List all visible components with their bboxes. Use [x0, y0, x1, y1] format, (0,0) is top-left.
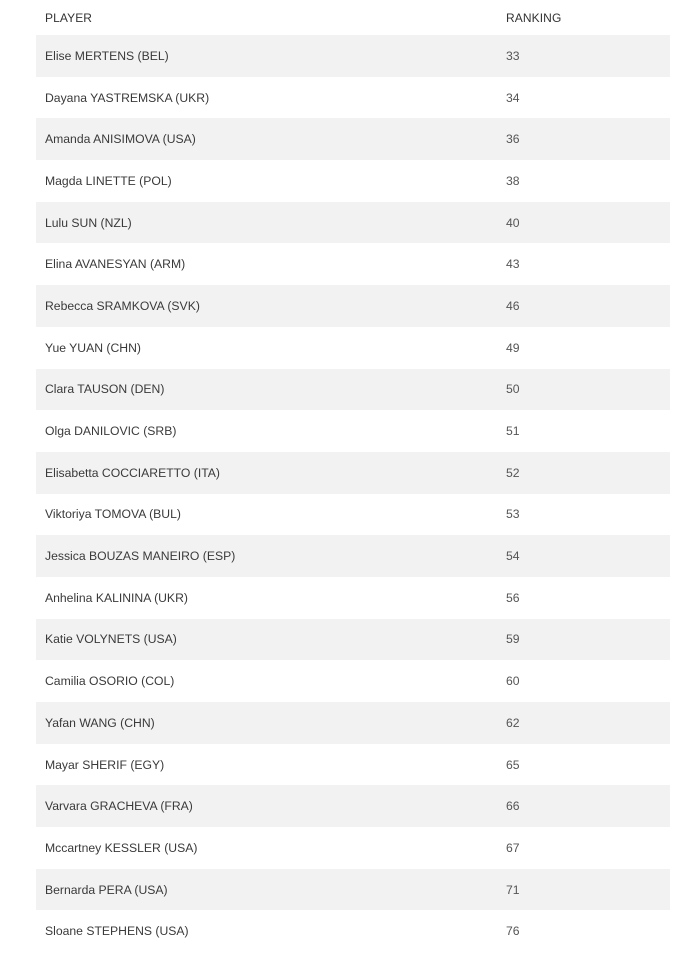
ranking-cell: 36 [506, 132, 520, 147]
table-row [36, 118, 670, 160]
table-row [36, 369, 670, 411]
player-cell: Bernarda PERA (USA) [45, 882, 168, 897]
table-row [36, 785, 670, 827]
table-row [36, 660, 670, 702]
player-cell: Lulu SUN (NZL) [45, 215, 132, 230]
player-cell: Jessica BOUZAS MANEIRO (ESP) [45, 549, 236, 564]
player-cell: Elise MERTENS (BEL) [45, 48, 169, 63]
ranking-cell: 71 [506, 882, 520, 897]
player-cell: Elisabetta COCCIARETTO (ITA) [45, 465, 220, 480]
player-cell: Dayana YASTREMSKA (UKR) [45, 90, 210, 105]
ranking-cell: 76 [506, 924, 520, 939]
player-cell: Katie VOLYNETS (USA) [45, 632, 177, 647]
table-row [36, 202, 670, 244]
ranking-cell: 59 [506, 632, 520, 647]
ranking-cell: 40 [506, 215, 520, 230]
table-row [36, 702, 670, 744]
ranking-cell: 54 [506, 549, 520, 564]
ranking-cell: 62 [506, 715, 520, 730]
ranking-cell: 66 [506, 799, 520, 814]
table-row [36, 494, 670, 536]
player-cell: Rebecca SRAMKOVA (SVK) [45, 298, 200, 313]
table-row [36, 327, 670, 369]
player-cell: Clara TAUSON (DEN) [45, 382, 165, 397]
ranking-cell: 65 [506, 757, 520, 772]
ranking-cell: 60 [506, 674, 520, 689]
ranking-cell: 51 [506, 424, 520, 439]
player-cell: Varvara GRACHEVA (FRA) [45, 799, 193, 814]
table-row [36, 77, 670, 119]
player-column-header: PLAYER [45, 10, 93, 25]
ranking-cell: 34 [506, 90, 520, 105]
table-row [36, 869, 670, 911]
table-header-row [36, 0, 670, 35]
player-cell: Magda LINETTE (POL) [45, 173, 172, 188]
ranking-column-header: RANKING [506, 10, 562, 25]
table-row [36, 535, 670, 577]
player-cell: Amanda ANISIMOVA (USA) [45, 132, 196, 147]
ranking-cell: 52 [506, 465, 520, 480]
table-row [36, 744, 670, 786]
player-cell: Sloane STEPHENS (USA) [45, 924, 189, 939]
player-cell: Camilia OSORIO (COL) [45, 674, 175, 689]
table-row [36, 619, 670, 661]
ranking-cell: 38 [506, 173, 520, 188]
table-row [36, 410, 670, 452]
ranking-cell: 33 [506, 48, 520, 63]
ranking-cell: 56 [506, 590, 520, 605]
player-cell: Yafan WANG (CHN) [45, 715, 155, 730]
player-cell: Elina AVANESYAN (ARM) [45, 257, 186, 272]
ranking-cell: 67 [506, 840, 520, 855]
player-cell: Mccartney KESSLER (USA) [45, 840, 198, 855]
ranking-cell: 53 [506, 507, 520, 522]
ranking-cell: 49 [506, 340, 520, 355]
table-row [36, 285, 670, 327]
ranking-cell: 43 [506, 257, 520, 272]
table-row [36, 160, 670, 202]
rankings-table [36, 0, 670, 952]
table-row [36, 35, 670, 77]
table-row [36, 577, 670, 619]
table-row [36, 243, 670, 285]
table-row [36, 827, 670, 869]
table-row [36, 452, 670, 494]
player-cell: Yue YUAN (CHN) [45, 340, 141, 355]
player-cell: Anhelina KALININA (UKR) [45, 590, 188, 605]
table-row [36, 910, 670, 952]
player-cell: Olga DANILOVIC (SRB) [45, 424, 177, 439]
table-body [36, 35, 670, 952]
ranking-cell: 50 [506, 382, 520, 397]
player-cell: Mayar SHERIF (EGY) [45, 757, 165, 772]
ranking-cell: 46 [506, 298, 520, 313]
player-cell: Viktoriya TOMOVA (BUL) [45, 507, 181, 522]
